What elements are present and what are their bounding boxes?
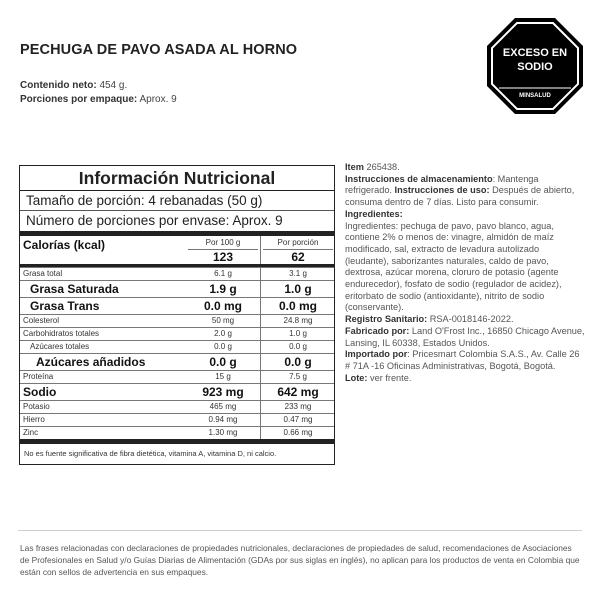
lot-line: Lote: ver frente.: [345, 372, 412, 383]
calories-block: [20, 231, 334, 264]
servings-per-package: [20, 94, 177, 105]
importer-line: Importado por: Pricesmart Colombia S.A.S., Av. Calle 26 # 71A -16 Oficinas Administrativas, Bogotá, Bogotá.: [345, 349, 580, 371]
calories-portion: 62: [263, 249, 333, 264]
col-header-portion: Por porción: [277, 238, 319, 247]
nutrient-row: Grasa Saturada 1.9 g 1.0 g: [20, 280, 334, 297]
servings-per-container: Número de porciones por envase: Aprox. 9: [26, 213, 283, 228]
product-title: PECHUGA DE PAVO ASADA AL HORNO: [20, 42, 298, 58]
nutrient-row: Grasa total 6.1 g 3.1 g: [20, 267, 334, 280]
servings-value: Aprox. 9: [139, 94, 177, 105]
net-content-label: Contenido neto:: [20, 80, 97, 91]
item-line: Item 265438.: [345, 162, 400, 172]
divider: [18, 530, 582, 531]
col-header-100g: Por 100 g: [205, 238, 241, 247]
nutrient-row: Sodio 923 mg 642 mg: [20, 383, 334, 400]
nutrient-row: Colesterol 50 mg 24.8 mg: [20, 314, 334, 327]
nutrient-row: Potasio 465 mg 233 mg: [20, 400, 334, 413]
seal-issuer: MINSALUD: [519, 93, 551, 99]
nutrient-row: Azúcares totales 0.0 g 0.0 g: [20, 340, 334, 353]
warning-seal: [487, 18, 583, 114]
nutrition-footnote: No es fuente significativa de fibra dietética, vitamina A, vitamina D, ni calcio.: [20, 439, 334, 464]
registry-line: Registro Sanitario: RSA-0018146-2022.: [345, 314, 514, 325]
nutrient-row: Hierro 0.94 mg 0.47 mg: [20, 413, 334, 426]
ingredients-line: Ingredientes: pechuga de pavo, pavo blanco, agua, contiene 2% o menos de: vinagre, almidón de maíz modificado, sal, extracto de levadura autolizado (leudante), saborizantes naturales, caldo de pavo, dextrosa, azúcar morena, cloruro de potasio (agente endurecedor), fosfato de sodio (regulador de acidez), eritorbato de sodio (antioxidante), nitrito de sodio (conservante).: [345, 220, 562, 313]
calories-100g: 123: [188, 249, 258, 264]
seal-line2: SODIO: [517, 61, 553, 73]
product-details: [345, 162, 585, 384]
nutrient-row: Grasa Trans 0.0 mg 0.0 mg: [20, 297, 334, 314]
nutrient-row: Carbohidratos totales 2.0 g 1.0 g: [20, 327, 334, 340]
calories-label: Calorías (kcal): [23, 238, 106, 252]
serving-size: Tamaño de porción: 4 rebanadas (50 g): [20, 191, 334, 211]
storage-line: Instrucciones de almacenamiento: Mantenga refrigerado. Instrucciones de uso: Después de abierto, consuma dentro de 7 días. Listo para consumir. Ingredientes:: [345, 173, 575, 219]
net-content: [20, 80, 127, 91]
seal-line1: EXCESO EN: [502, 47, 568, 59]
nutrient-row: Proteína 15 g 7.5 g: [20, 370, 334, 383]
nutrient-row: Azúcares añadidos 0.0 g 0.0 g: [20, 353, 334, 370]
nutrition-table: [19, 165, 335, 465]
net-content-value: 454 g.: [99, 80, 128, 91]
legal-disclaimer: Las frases relacionadas con declaraciones de propiedades nutricionales, declaraciones de propiedades de salud, recomendaciones de Asociaciones de Profesionales en Salud y/o Guías Diarias de Alimentación (GDAs por sus siglas en inglés), no aplican para los productos de venta en Colombia que están con sellos de advertencia en sus empaques.: [20, 543, 580, 577]
nutrient-row: Zinc 1.30 mg 0.66 mg: [20, 426, 334, 439]
nutrient-rows: [20, 264, 334, 439]
servings-label: Porciones por empaque:: [20, 94, 138, 105]
nutrition-title: Información Nutricional: [20, 166, 334, 191]
manufacturer-line: Fabricado por: Land O'Frost Inc., 16850 Chicago Avenue, Lansing, IL 60338, Estados Unidos.: [345, 325, 585, 348]
